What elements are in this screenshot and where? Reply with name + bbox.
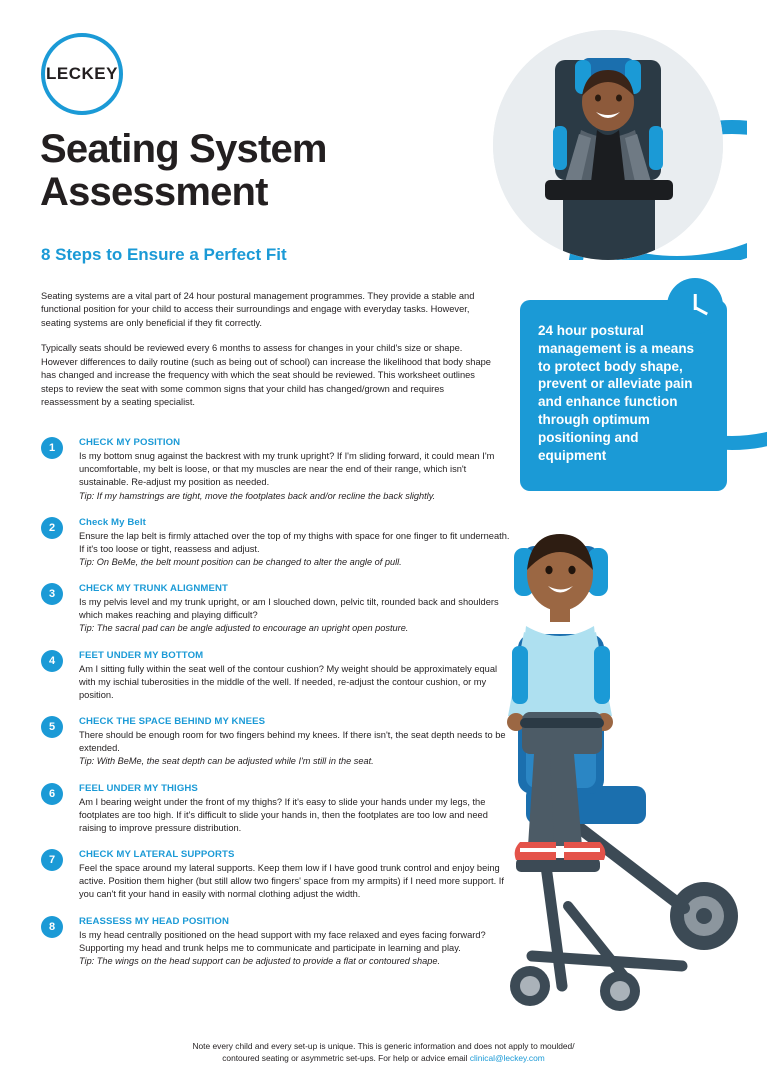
step-item — [41, 650, 511, 703]
step-number-badge: 3 — [41, 583, 63, 605]
clock-icon — [667, 278, 723, 334]
footer-note — [0, 1040, 767, 1064]
step-body: Ensure the lap belt is firmly attached over the top of my thighs with space for one finger to fit underneath. If it's too loose or tight, reassess and adjust. — [79, 530, 510, 554]
step-heading: FEEL UNDER MY THIGHS — [79, 782, 198, 794]
step-number-badge: 4 — [41, 650, 63, 672]
step-tip: Tip: On BeMe, the belt mount position can be changed to alter the angle of pull. — [79, 557, 402, 567]
intro-text — [41, 290, 496, 422]
step-item — [41, 916, 511, 968]
step-item — [41, 783, 511, 836]
step-item — [41, 849, 511, 902]
step-number-badge: 1 — [41, 437, 63, 459]
step-heading: CHECK THE SPACE BEHIND MY KNEES — [79, 716, 266, 728]
page-title-line2: Assessment — [40, 170, 268, 215]
footer-line-1: Note every child and every set-up is unique. This is generic information and does not apply to moulded/ — [192, 1040, 575, 1051]
intro-paragraph-1: Seating systems are a vital part of 24 hour postural management programmes. They provide a stable and functional position for your child to access their surroundings and engage with everyday tasks. However, seating systems are only beneficial if they fit correctly. — [41, 291, 475, 328]
step-item — [41, 517, 511, 569]
step-body: Is my pelvis level and my trunk upright, or am I slouched down, pelvic tilt, rounded back and shoulders which makes reaching and playing difficult? — [79, 597, 499, 621]
step-number-badge: 5 — [41, 716, 63, 738]
step-heading: FEET UNDER MY BOTTOM — [79, 649, 204, 661]
step-body: Am I bearing weight under the front of my thighs? If it's easy to slide your hands under my legs, the footplates are too high. If it's difficult to slide your hands in, then the footplates are too low and need raising to improve pressure distribution. — [79, 796, 488, 833]
hero-photo-child-in-seating-system — [493, 30, 723, 260]
step-tip: Tip: If my hamstrings are tight, move the footplates back and/or recline the back slightly. — [79, 490, 436, 501]
page-title-line1: Seating System — [40, 127, 327, 171]
intro-paragraph-2: Typically seats should be reviewed every 6 months to assess for changes in your child's size or shape. However differences to daily routine (such as being out of school) can increase the likelihood that body shape has changed and increase the frequency with which the seat should be reviewed. This worksheet outlines steps to review the seat with some common signs that your child has changed/grown and requires reassessment by a seating specialist. — [41, 343, 491, 408]
arc-mask-right — [747, 0, 767, 300]
step-tip: Tip: The wings on the head support can be adjusted to provide a flat or contoured shape. — [79, 956, 441, 966]
page-subtitle: 8 Steps to Ensure a Perfect Fit — [41, 245, 287, 264]
step-heading: CHECK MY POSITION — [79, 437, 181, 448]
step-number-badge: 6 — [41, 783, 63, 805]
step-body: Is my bottom snug against the backrest with my trunk upright? If I'm sliding forward, it could mean I'm uncomfortable, my belt is loose, or that my muscles are near the end of their range, which isn't sustainable. Re-adjust my position as needed. — [79, 451, 495, 488]
leckey-logo — [41, 33, 123, 115]
steps-list — [41, 435, 511, 982]
step-tip: Tip: With BeMe, the seat depth can be adjusted while I'm still in the seat. — [79, 756, 374, 767]
step-heading: CHECK MY TRUNK ALIGNMENT — [79, 583, 228, 595]
step-item — [41, 583, 511, 635]
step-number-badge: 8 — [41, 916, 63, 938]
step-heading: REASSESS MY HEAD POSITION — [79, 915, 229, 927]
step-body: Feel the space around my lateral supports. Keep them low if I have good trunk control and enjoy being active. Position them higher (but still allow two fingers' space from my armpits) if I need more support. If you can't fit your hand in easily with normal clothing adjust the width. — [79, 863, 504, 900]
step-number-badge: 2 — [41, 517, 63, 539]
step-heading: Check My Belt — [79, 516, 146, 528]
footer-email-link[interactable]: clinical@leckey.com — [469, 1052, 545, 1063]
page-title — [40, 128, 420, 214]
step-body: Am I sitting fully within the seat well of the contour cushion? My weight should be approximately equal with my ischial tuberosities in the middle of the well. If needed, re-adjust the contour cushion, or my position. — [79, 663, 498, 700]
logo-text: LECKEY — [46, 64, 118, 83]
footer-line-2: contoured seating or asymmetric set-ups. For help or advice email — [222, 1052, 470, 1063]
callout-text: 24 hour postural management is a means to protect body shape, prevent or alleviate pain and enhance function through optimum positioning and equipment — [538, 323, 695, 463]
step-item — [41, 437, 511, 503]
arc-mask-top — [0, 0, 767, 24]
step-heading: CHECK MY LATERAL SUPPORTS — [79, 849, 235, 861]
step-number-badge: 7 — [41, 849, 63, 871]
step-body: There should be enough room for two fingers behind my knees. If there isn't, the seat depth needs to be extended. — [79, 730, 506, 754]
step-item — [41, 716, 511, 768]
step-body: Is my head centrally positioned on the head support with my face relaxed and eyes facing forward? Supporting my head and trunk helps me to communicate and participate in learning and play. — [79, 929, 486, 953]
illustration-child-in-wheelchair — [472, 486, 757, 1046]
step-tip: Tip: The sacral pad can be angle adjusted to encourage an upright open posture. — [79, 623, 409, 634]
